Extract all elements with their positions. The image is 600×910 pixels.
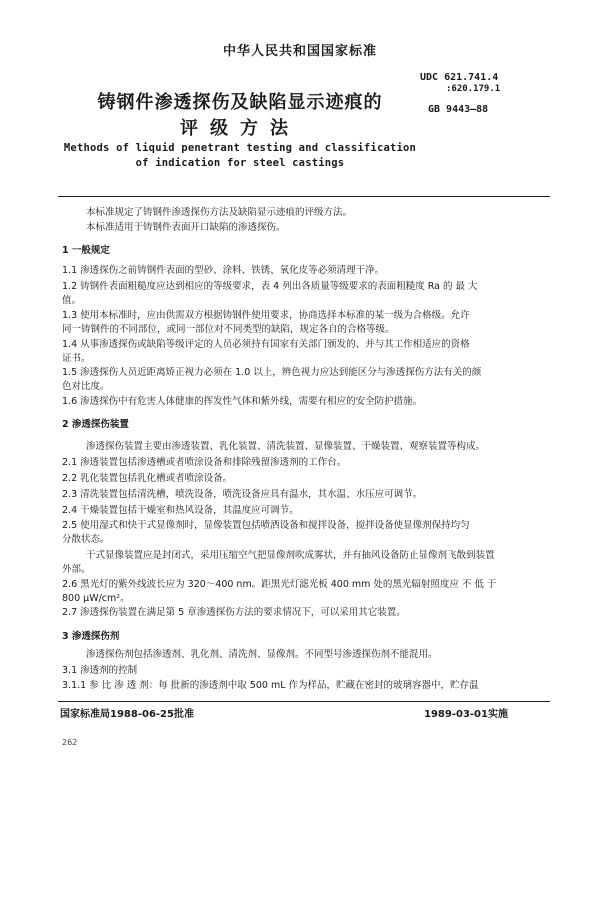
clause-2-5: 2.5 使用湿式和快干式显像剂时，显像装置包括喷洒设备和搅拌设备，搅拌设备使显像剂保持均匀	[62, 520, 470, 531]
clause-1-4: 1.4 从事渗透探伤或缺陷等级评定的人员必须持有国家有关部门颁发的、并与其工作相适应的资格	[62, 339, 470, 350]
page-number: 262	[62, 738, 78, 747]
intro-paragraph: 本标准适用于铸钢件表面开口缺陷的渗透探伤。	[86, 222, 286, 233]
section-heading-2: 2 渗透探伤装置	[62, 419, 129, 430]
clause-2-4: 2.4 干燥装置包括干燥室和热风设备，其温度应可调节。	[62, 505, 299, 516]
clause-2-5-dry-developer-cont: 外部。	[62, 564, 91, 575]
clause-2-2: 2.2 乳化装置包括乳化槽或者喷涂设备。	[62, 473, 233, 484]
intro-paragraph: 本标准规定了铸钢件渗透探伤方法及缺陷显示迹痕的评级方法。	[86, 207, 353, 218]
clause-1-1: 1.1 渗透探伤之前铸钢件表面的型砂、涂料、铁锈、氧化皮等必须清理干净。	[62, 265, 385, 276]
section-2-intro: 渗透探伤装置主要由渗透装置、乳化装置、清洗装置、显像装置、干燥装置、观察装置等构成。	[86, 441, 486, 452]
clause-1-4-cont: 证书。	[62, 353, 91, 364]
clause-2-6: 2.6 黑光灯的紫外线波长应为 320～400 nm。距黑光灯滤光板 400 mm 处的黑光辐射照度应 不 低 于	[62, 579, 497, 590]
section-heading-3: 3 渗透探伤剂	[62, 631, 120, 642]
udc-code-continuation: :620.179.1	[446, 84, 501, 94]
clause-1-2: 1.2 铸钢件表面粗糙度应达到相应的等级要求，表 4 列出各质量等级要求的表面粗糙度 Ra 的 最 大	[62, 281, 478, 292]
udc-code: UDC 621.741.4	[420, 72, 499, 83]
clause-3-1: 3.1 渗透剂的控制	[62, 665, 138, 676]
implementation-date: 1989-03-01实施	[424, 709, 508, 720]
clause-3-1-1: 3.1.1 参 比 渗 透 剂：每 批新的渗透剂中取 500 mL 作为样品，贮藏在密封的玻璃容器中，贮存温	[62, 680, 479, 691]
standard-organization-heading: 中华人民共和国国家标准	[222, 44, 377, 59]
clause-1-2-cont: 值。	[62, 295, 82, 306]
clause-1-5: 1.5 渗透探伤人员近距离矫正视力必须在 1.0 以上，辨色视力应达到能区分与渗透探伤方法有关的颜	[62, 367, 482, 378]
footer-divider	[58, 701, 550, 702]
clause-2-1: 2.1 渗透装置包括渗透槽或者喷涂设备和排除残留渗透剂的工作台。	[62, 457, 347, 468]
clause-2-7: 2.7 渗透探伤装置在满足第 5 章渗透探伤方法的要求情况下，可以采用其它装置。	[62, 607, 406, 618]
header-divider	[58, 196, 550, 197]
clause-2-3: 2.3 清洗装置包括清洗槽，喷洗设备，喷洗设备应具有温水，其水温、水压应可调节。	[62, 489, 423, 500]
clause-1-5-cont: 色对比度。	[62, 381, 110, 392]
section-heading-1: 1 一般规定	[62, 245, 110, 256]
english-title-line-2: of indication for steel castings	[135, 157, 345, 169]
clause-1-3: 1.3 使用本标准时，应由供需双方根据铸钢件使用要求，协商选择本标准的某一级为合格级。允许	[62, 310, 470, 321]
document-title-line-1: 铸钢件渗透探伤及缺陷显示迹痕的	[97, 92, 383, 113]
clause-1-3-cont: 同一铸钢件的不同部位，或同一部位对不同类型的缺陷，规定各自的合格等级。	[62, 324, 395, 335]
clause-2-5-cont: 分散状态。	[62, 534, 110, 545]
section-3-intro: 渗透探伤剂包括渗透剂、乳化剂、清洗剂、显像剂。不同型号渗透探伤剂不能混用。	[86, 649, 438, 660]
gb-standard-number: GB 9443—88	[428, 104, 489, 115]
english-title-line-1: Methods of liquid penetrant testing and classification	[63, 142, 417, 154]
document-title-line-2: 评级方法	[180, 118, 300, 139]
clause-2-5-dry-developer: 干式显像装置应是封闭式，采用压缩空气把显像剂吹成雾状，并有抽风设备防止显像剂飞散到装置	[86, 550, 495, 561]
approval-date: 国家标准局1988-06-25批准	[60, 709, 194, 720]
clause-1-6: 1.6 渗透探伤中有危害人体健康的挥发性气体和紫外线，需要有相应的安全防护措施。	[62, 396, 423, 407]
clause-2-6-cont: 800 μW/cm²。	[62, 593, 130, 604]
